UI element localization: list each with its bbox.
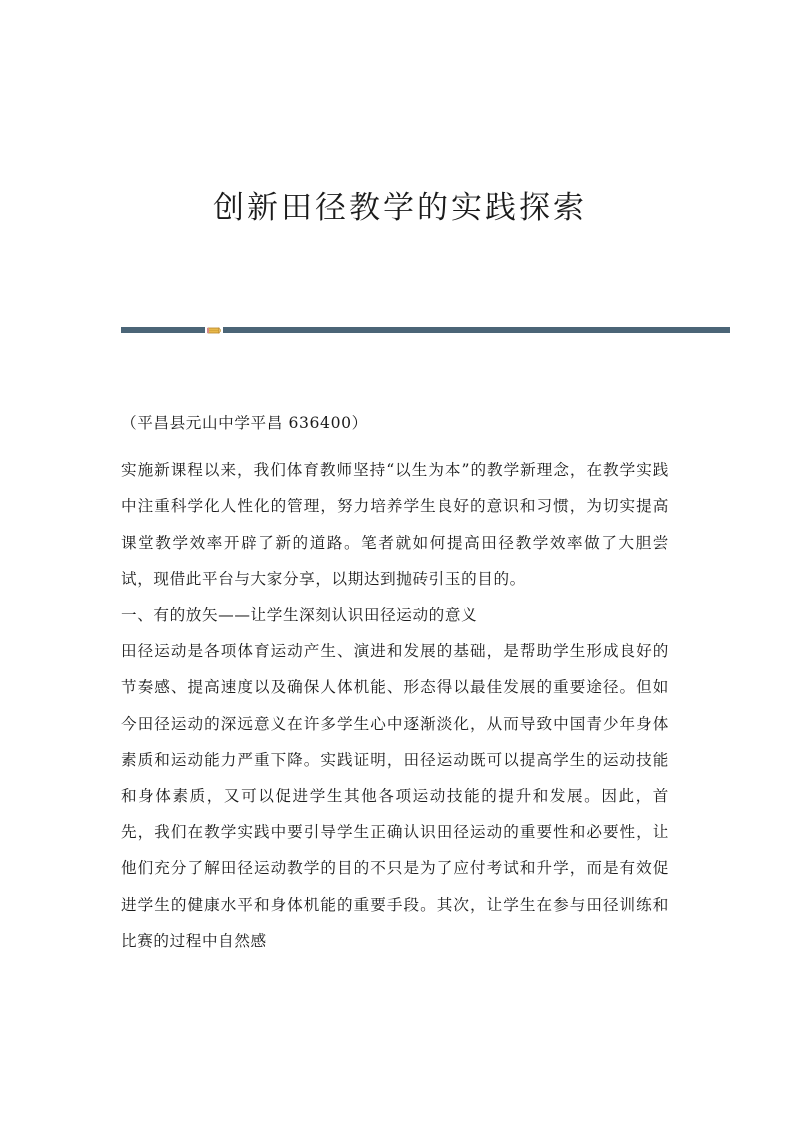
section-paragraph: 田径运动是各项体育运动产生、演进和发展的基础，是帮助学生形成良好的节奏感、提高速度以及确保人体机能、形态得以最佳发展的重要途径。但如今田径运动的深远意义在许多学生心中逐渐淡化，从而导致中国青少年身体素质和运动能力严重下降。实践证明，田径运动既可以提高学生的运动技能和身体素质，又可以促进学生其他各项运动技能的提升和发展。因此，首先，我们在教学实践中要引导学生正确认识田径运动的重要性和必要性，让他们充分了解田径运动教学的目的不只是为了应付考试和升学，而是有效促进学生的健康水平和身体机能的重要手段。其次，让学生在参与田径训练和比赛的过程中自然感 xyxy=(121,642,669,950)
section-heading: 一、有的放矢——让学生深刻认识田径运动的意义 xyxy=(121,606,478,625)
pencil-icon xyxy=(207,324,221,336)
intro-paragraph: 实施新课程以来，我们体育教师坚持“以生为本”的教学新理念，在教学实践中注重科学化人性化的管理，努力培养学生良好的意识和习惯，为切实提高课堂教学效率开辟了新的道路。笔者就如何提高田径教学效率做了大胆尝试，现借此平台与大家分享，以期达到抛砖引玉的目的。 xyxy=(121,461,669,588)
title-divider xyxy=(121,324,730,336)
divider-bar-left xyxy=(121,327,205,333)
author-affiliation: （平昌县元山中学平昌 636400） xyxy=(121,414,368,432)
divider-bar-right xyxy=(223,327,730,333)
document-title: 创新田径教学的实践探索 xyxy=(213,190,587,226)
document-body xyxy=(121,405,669,959)
